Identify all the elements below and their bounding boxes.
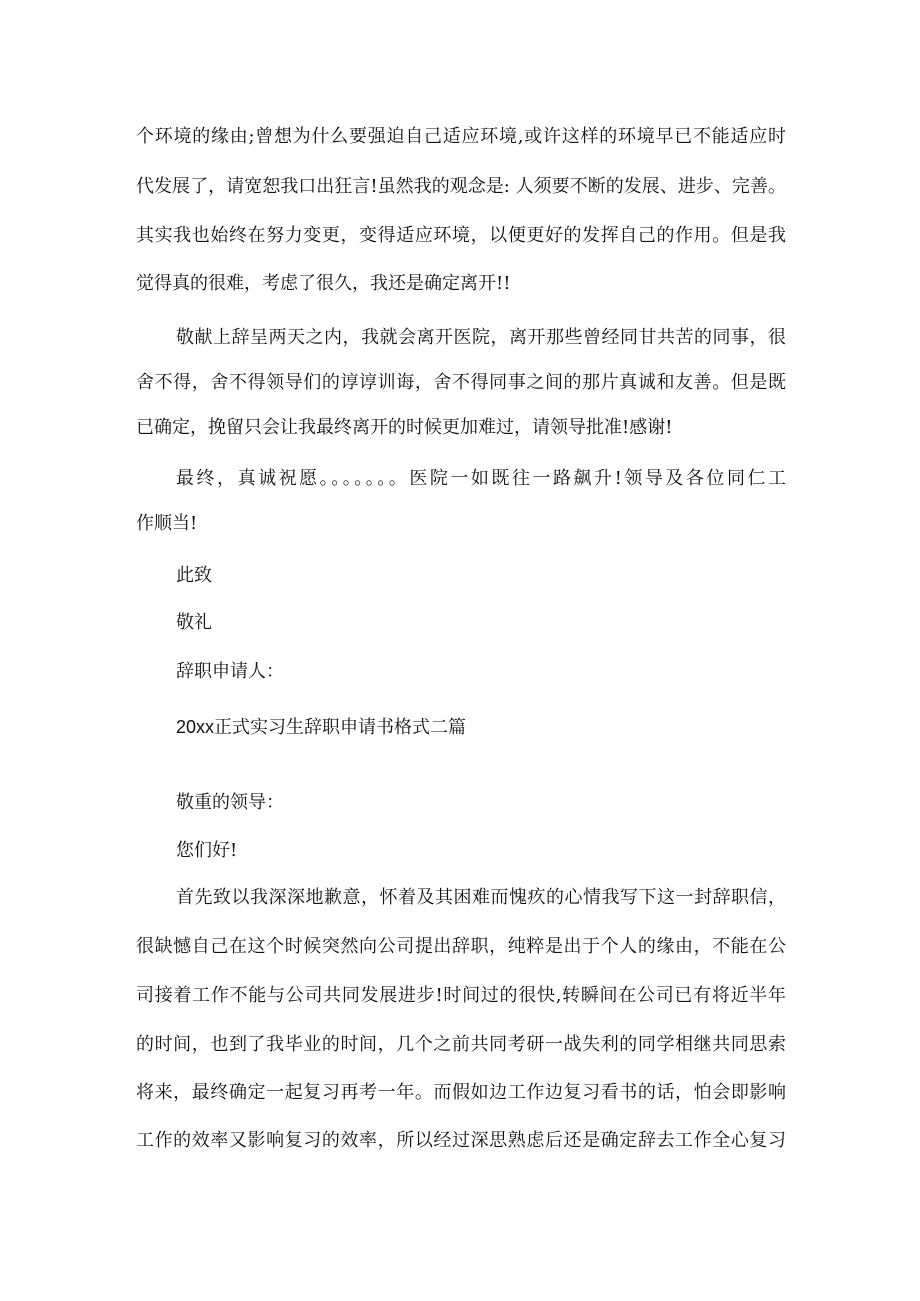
paragraph-line: 工作的效率又影响复习的效率，所以经过深思熟虑后还是确定辞去工作全心复习 (136, 1130, 786, 1151)
paragraph-line: 的时间，也到了我毕业的时间，几个之前共同考研一战失利的同学相继共同思索 (136, 1034, 786, 1055)
salutation: 敬重的领导： (176, 792, 284, 813)
paragraph-line: 代发展了，请宽恕我口出狂言!虽然我的观念是: 人须要不断的发展、进步、完善。 (136, 176, 786, 197)
paragraph-line: 作顺当! (136, 513, 198, 534)
paragraph-line: 个环境的缘由;曾想为什么要强迫自己适应环境,或许这样的环境早已不能适应时 (136, 126, 786, 147)
paragraph-line: 其实我也始终在努力变更，变得适应环境，以便更好的发挥自己的作用。但是我 (136, 225, 786, 246)
signer-line: 辞职申请人： (176, 661, 284, 682)
paragraph-line: 很缺憾自己在这个时候突然向公司提出辞职，纯粹是出于个人的缘由，不能在公 (136, 936, 786, 957)
paragraph-line: 敬献上辞呈两天之内，我就会离开医院，离开那些曾经同甘共苦的同事，很 (176, 327, 786, 348)
paragraph-line: 司接着工作不能与公司共同发展进步!时间过的很快,转瞬间在公司已有将近半年 (136, 985, 786, 1006)
closing-line: 敬礼 (176, 612, 212, 633)
greeting: 您们好! (176, 840, 238, 861)
paragraph-line: 最终，真诚祝愿。。。。。。。医院一如既往一路飙升!领导及各位同仁工 (176, 468, 786, 489)
paragraph-line: 觉得真的很难，考虑了很久，我还是确定离开!! (136, 273, 511, 294)
section-title: 20xx正式实习生辞职申请书格式二篇 (176, 717, 467, 737)
paragraph-line: 舍不得，舍不得领导们的谆谆训诲，舍不得同事之间的那片真诚和友善。但是既 (136, 372, 786, 393)
closing-line: 此致 (176, 565, 212, 586)
paragraph-line: 首先致以我深深地歉意，怀着及其困难而愧疚的心情我写下这一封辞职信， (176, 887, 786, 908)
paragraph-line: 已确定，挽留只会让我最终离开的时候更加难过，请领导批准!感谢! (136, 417, 673, 438)
paragraph-line: 将来，最终确定一起复习再考一年。而假如边工作边复习看书的话，怕会即影响 (136, 1082, 786, 1103)
